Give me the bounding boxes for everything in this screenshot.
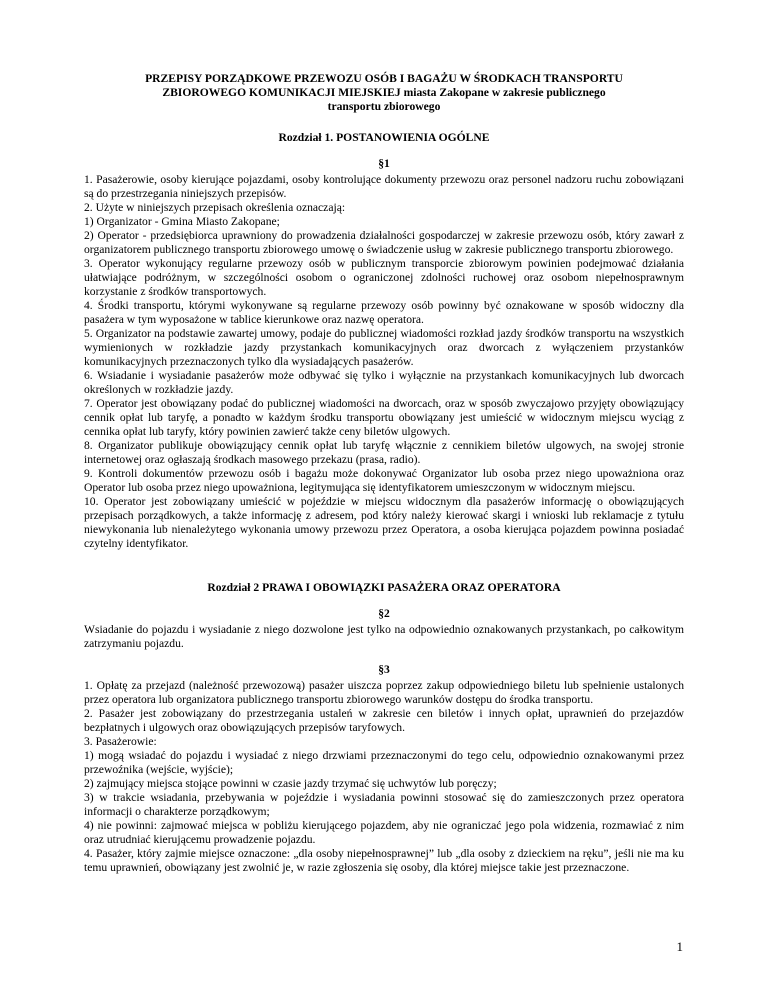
paragraph-item: 2. Użyte w niniejszych przepisach określenia oznaczają: bbox=[84, 201, 346, 214]
list-item: 2) zajmujący miejsca stojące powinni w czasie jazdy trzymać się uchwytów lub poręczy; bbox=[84, 777, 497, 790]
paragraph-item: 7. Operator jest obowiązany podać do publicznej wiadomości na dworcach, oraz w sposób zwyczajowo przyjęty obowiązujący cennik opłat lub taryfę, a ponadto w każdym środku transportu obowiązany jest umieścić w widocznym miejscu wyciąg z cennika opłat lub taryfy, który powinien zawierć także ceny biletów ulgowych. bbox=[84, 397, 684, 438]
paragraph-item: 8. Organizator publikuje obowiązujący cennik opłat lub taryfę włącznie z cennikiem biletów ulgowych, na swojej stronie internetowej oraz ogłaszają środkach masowego przekazu (prasa, radio). bbox=[84, 439, 684, 466]
paragraph-item: 4. Środki transportu, którymi wykonywane są regularne przewozy osób powinny być oznakowane w sposób widoczny dla pasażera w tym wyposażone w tablice kierunkowe oraz nazwę operatora. bbox=[84, 299, 684, 326]
section-2-mark: §2 bbox=[378, 607, 390, 620]
list-item: 4) nie powinni: zajmować miejsca w pobliżu kierującego pojazdem, aby nie ograniczać jego pola widzenia, rozmawiać z nim oraz utrudniać kierującemu prowadzenie pojazdu. bbox=[84, 819, 684, 846]
paragraph-item: 6. Wsiadanie i wysiadanie pasażerów może odbywać się tylko i wyłącznie na przystankach komunikacyjnych lub dworcach określonych w rozkładzie jazdy. bbox=[84, 369, 684, 396]
section-3-body bbox=[84, 679, 684, 875]
paragraph-item: 10. Operator jest zobowiązany umieścić w pojeździe w miejscu widocznym dla pasażerów informację o obowiązujących przepisach porządkowych, a także informację z adresem, pod który należy kierować skargi i wnioski lub reklamacje z tytułu niewykonania lub nienależytego wykonania umowy przewozu przez Operatora, a osoba kierująca pojazdem powinna posiadać czytelny identyfikator. bbox=[84, 495, 684, 550]
definition-item: 1) Organizator - Gmina Miasto Zakopane; bbox=[84, 215, 280, 228]
section-1-mark: §1 bbox=[378, 157, 390, 170]
paragraph-item: 3. Operator wykonujący regularne przewozy osób w publicznym transporcie zbiorowym powinien podejmować działania ułatwiające podróżnym, w szczególności osobom o ograniczonej zdolności ruchowej oraz osobom niepełnosprawnym korzystanie z środków transportowych. bbox=[84, 257, 684, 298]
paragraph-item: 9. Kontroli dokumentów przewozu osób i bagażu może dokonywać Organizator lub osoba przez niego upoważniona oraz Operator lub osoba przez niego upoważniona, legitymująca się identyfikatorem umieszczonym w widocznym miejscu. bbox=[84, 467, 684, 494]
chapter-2-heading: Rozdział 2 PRAWA I OBOWIĄZKI PASAŻERA ORAZ OPERATORA bbox=[207, 581, 561, 594]
paragraph-item: 2. Pasażer jest zobowiązany do przestrzegania ustaleń w zakresie cen biletów i innych opłat, uprawnień do przejazdów bezpłatnych i ulgowych oraz obowiązujących przepisów taryfowych. bbox=[84, 707, 684, 734]
paragraph-item: 1. Opłatę za przejazd (należność przewozową) pasażer uiszcza poprzez zakup odpowiedniego biletu lub spełnienie ustalonych przez operatora lub organizatora publicznego transportu zbiorowego warunków dostępu do środka transportu. bbox=[84, 679, 684, 706]
page-number: 1 bbox=[676, 939, 683, 954]
definition-item: 2) Operator - przedsiębiorca uprawniony do prowadzenia działalności gospodarczej w zakresie przewozu osób, który zawarł z organizatorem publicznego transportu zbiorowego umowę o świadczenie usług w zakresie publicznego transportu zbiorowego. bbox=[84, 229, 684, 256]
title-line-3: transportu zbiorowego bbox=[327, 100, 441, 113]
chapter-1-body bbox=[84, 173, 684, 551]
document-title bbox=[112, 72, 656, 114]
title-line-2: ZBIOROWEGO KOMUNIKACJI MIEJSKIEJ miasta Zakopane w zakresie publicznego bbox=[162, 86, 606, 99]
paragraph-item: 1. Pasażerowie, osoby kierujące pojazdami, osoby kontrolujące dokumenty przewozu oraz personel nadzoru ruchu zobowiązani są do przestrzegania niniejszych przepisów. bbox=[84, 173, 684, 200]
paragraph-item: 3. Pasażerowie: bbox=[84, 735, 157, 748]
chapter-1-heading: Rozdział 1. POSTANOWIENIA OGÓLNE bbox=[278, 131, 490, 144]
title-line-1: PRZEPISY PORZĄDKOWE PRZEWOZU OSÓB I BAGAŻU W ŚRODKACH TRANSPORTU bbox=[145, 72, 623, 85]
paragraph-item: 4. Pasażer, który zajmie miejsce oznaczone: „dla osoby niepełnosprawnej” lub „dla osoby z dzieckiem na ręku”, jeśli nie ma ku temu uprawnień, obowiązany jest zwolnić je, w razie zgłoszenia się osoby, dla której miejsce takie jest przeznaczone. bbox=[84, 847, 684, 874]
list-item: 3) w trakcie wsiadania, przebywania w pojeździe i wysiadania powinni stosować się do zamieszczonych przez operatora informacji o charakterze porządkowym; bbox=[84, 791, 684, 818]
paragraph-item: 5. Organizator na podstawie zawartej umowy, podaje do publicznej wiadomości rozkład jazdy środków transportu na wszystkich wymienionych w rozkładzie jazdy przystankach komunikacyjnych oraz dworcach z wyłączeniem przystanków komunikacyjnych przeznaczonych tylko dla wysiadających pasażerów. bbox=[84, 327, 684, 368]
section-3-mark: §3 bbox=[378, 663, 390, 676]
section-2-text: Wsiadanie do pojazdu i wysiadanie z niego dozwolone jest tylko na odpowiednio oznakowanych przystankach, po całkowitym zatrzymaniu pojazdu. bbox=[84, 623, 684, 650]
list-item: 1) mogą wsiadać do pojazdu i wysiadać z niego drzwiami przeznaczonymi do tego celu, odpowiednio oznakowanymi przez przewoźnika (wejście, wyjście); bbox=[84, 749, 684, 776]
